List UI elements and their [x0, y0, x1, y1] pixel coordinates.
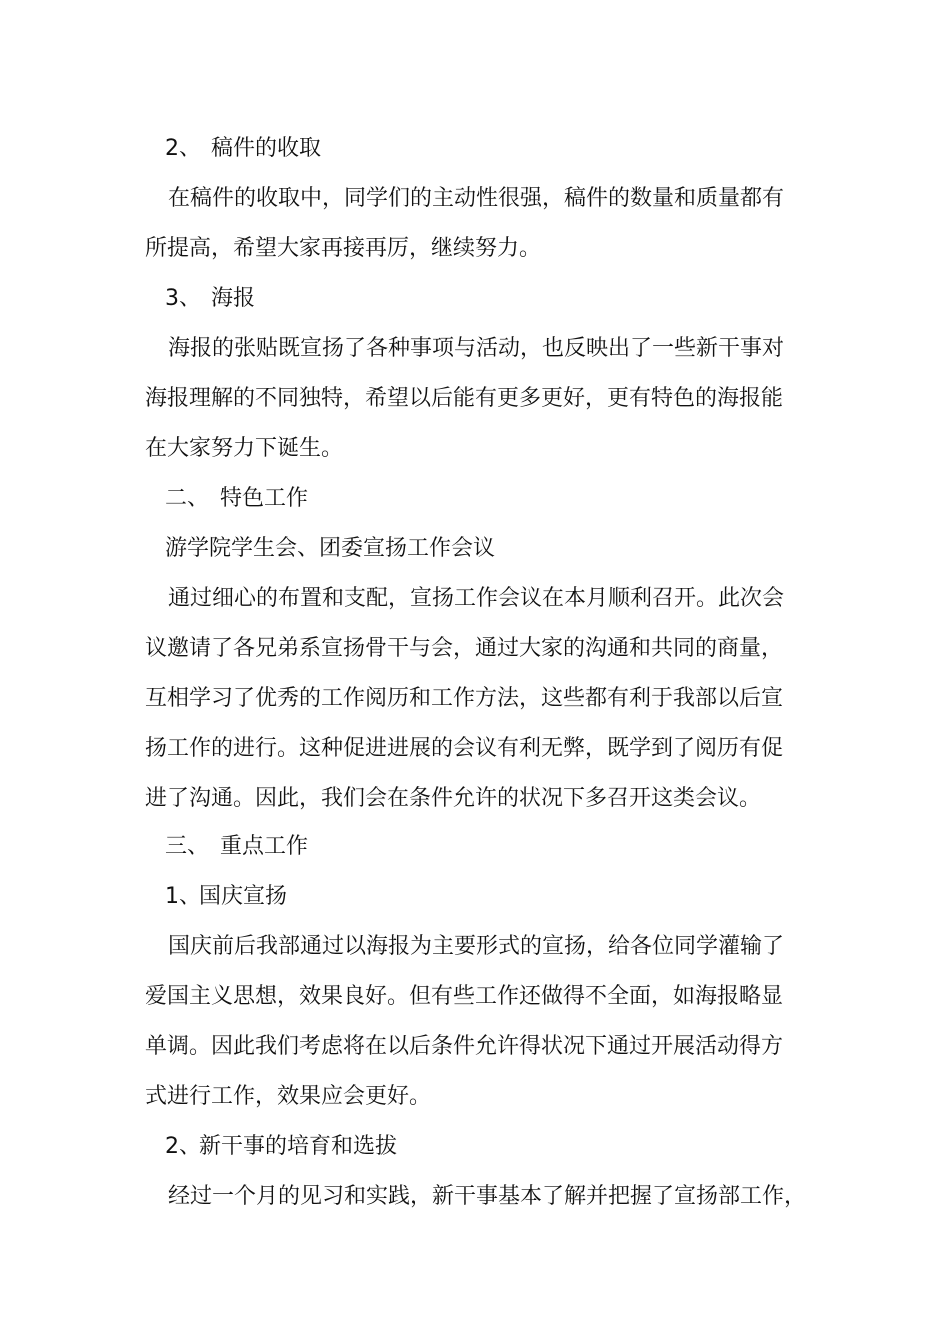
text-line: 互相学习了优秀的工作阅历和工作方法，这些都有利于我部以后宣	[145, 686, 784, 711]
item-number: 1、	[165, 884, 201, 909]
item-number: 2、	[165, 1134, 201, 1159]
heading-text: 稿件的收取	[211, 136, 322, 161]
text-line: 爱国主义思想，效果良好。但有些工作还做得不全面，如海报略显	[145, 984, 784, 1009]
item-text: 国庆宣扬	[199, 884, 288, 909]
text-line: 通过细心的布置和支配，宣扬工作会议在本月顺利召开。此次会	[168, 586, 785, 611]
text-line: 扬工作的进行。这种促进进展的会议有利无弊，既学到了阅历有促	[145, 736, 784, 761]
text-line: 在大家努力下诞生。	[145, 436, 344, 461]
text-line: 式进行工作，效果应会更好。	[145, 1084, 432, 1109]
heading-number: 二、	[165, 486, 210, 511]
heading-text: 特色工作	[220, 486, 309, 511]
heading-text: 海报	[211, 286, 256, 311]
text-line: 所提高，希望大家再接再厉，继续努力。	[145, 236, 542, 261]
heading-number: 三、	[165, 834, 210, 859]
text-line: 国庆前后我部通过以海报为主要形式的宣扬，给各位同学灌输了	[168, 934, 785, 959]
text-line: 单调。因此我们考虑将在以后条件允许得状况下通过开展活动得方	[145, 1034, 784, 1059]
subheading-text: 游学院学生会、团委宣扬工作会议	[165, 536, 496, 561]
text-line: 在稿件的收取中，同学们的主动性很强，稿件的数量和质量都有	[168, 186, 785, 211]
text-line: 进了沟通。因此，我们会在条件允许的状况下多召开这类会议。	[145, 786, 762, 811]
text-line: 经过一个月的见习和实践，新干事基本了解并把握了宣扬部工作，	[168, 1184, 807, 1209]
text-line: 议邀请了各兄弟系宣扬骨干与会，通过大家的沟通和共同的商量，	[145, 636, 784, 661]
text-line: 海报的张贴既宣扬了各种事项与活动，也反映出了一些新干事对	[168, 336, 785, 361]
text-line: 海报理解的不同独特，希望以后能有更多更好，更有特色的海报能	[145, 386, 784, 411]
heading-number: 3、	[165, 286, 201, 311]
item-text: 新干事的培育和选拔	[199, 1134, 398, 1159]
heading-text: 重点工作	[220, 834, 309, 859]
heading-number: 2、	[165, 136, 201, 161]
